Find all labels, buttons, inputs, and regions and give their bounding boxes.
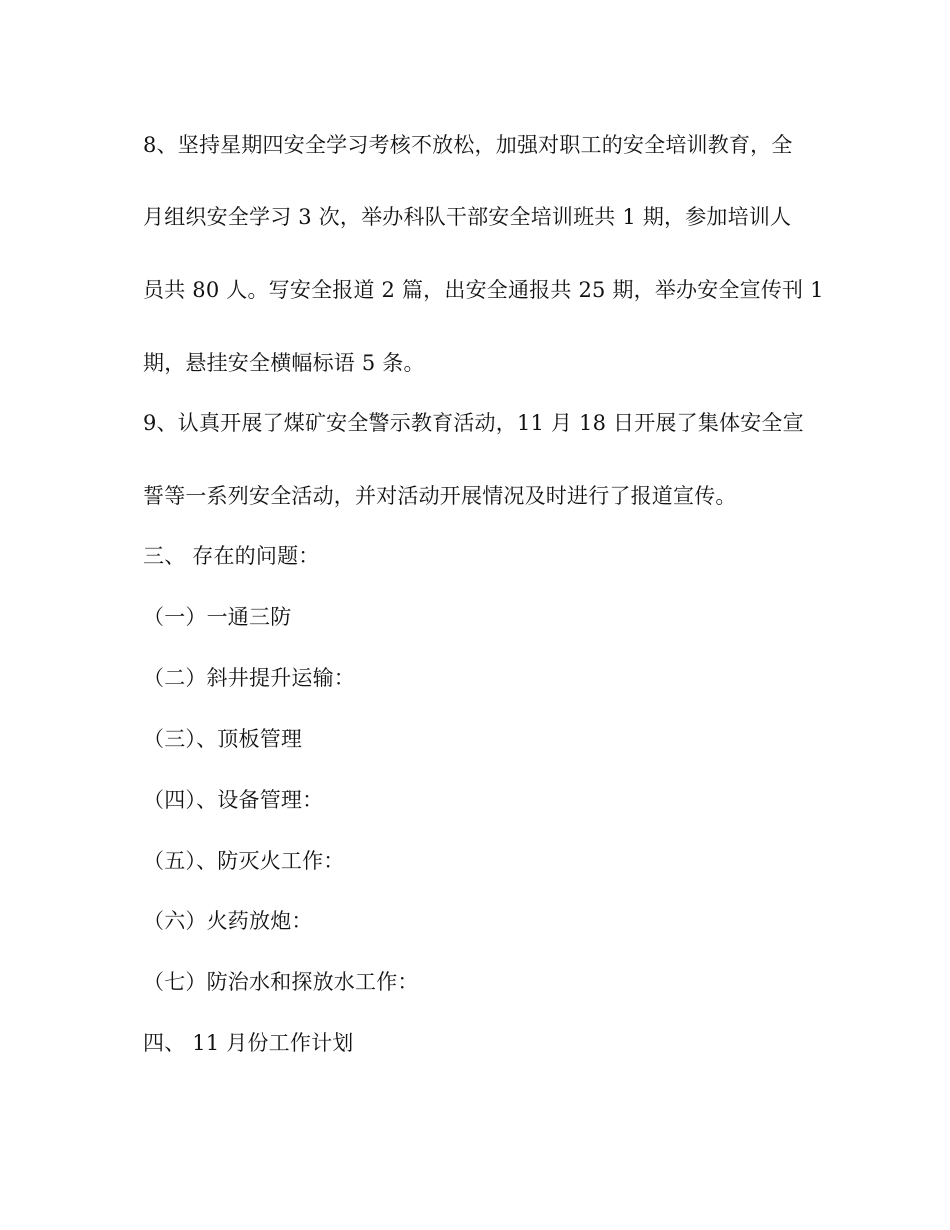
paragraph-9-line-1: 9、认真开展了煤矿安全警示教育活动，11 月 18 日开展了集体安全宣 xyxy=(143,411,804,435)
section-3-heading: 三、 存在的问题： xyxy=(143,544,320,568)
issue-item-2: （二）斜井提升运输： xyxy=(143,666,355,690)
issue-item-1: （一）一通三防 xyxy=(143,605,292,629)
issue-item-5: （五）、防灭火工作： xyxy=(143,849,345,873)
section-4-heading: 四、 11 月份工作计划 xyxy=(143,1031,354,1055)
issue-item-7: （七）防治水和探放水工作： xyxy=(143,970,419,994)
paragraph-8-line-3: 员共 80 人。写安全报道 2 篇，出安全通报共 25 期，举办安全宣传刊 1 xyxy=(143,278,824,302)
issue-item-4: （四）、设备管理： xyxy=(143,788,324,812)
paragraph-8-line-2: 月组织安全学习 3 次，举办科队干部安全培训班共 1 期，参加培训人 xyxy=(143,205,792,229)
issue-item-6: （六）火药放炮： xyxy=(143,909,313,933)
paragraph-8-line-4: 期，悬挂安全横幅标语 5 条。 xyxy=(143,351,425,375)
issue-item-3: （三）、顶板管理 xyxy=(143,727,303,751)
paragraph-8-line-1: 8、坚持星期四安全学习考核不放松，加强对职工的安全培训教育，全 xyxy=(143,133,793,157)
paragraph-9-line-2: 誓等一系列安全活动，并对活动开展情况及时进行了报道宣传。 xyxy=(143,484,737,508)
